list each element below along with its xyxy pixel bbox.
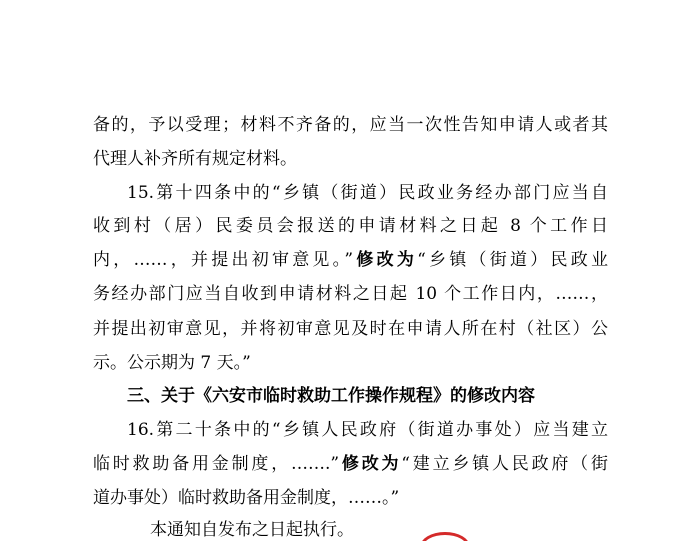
quoted-text: 临时救助备用金制度，…….” (93, 454, 340, 474)
paragraph-line (93, 453, 608, 475)
official-seal-edge (420, 532, 470, 541)
paragraph-line: 并提出初审意见，并将初审意见及时在申请人所在村（社区）公 (93, 319, 608, 339)
paragraph-line: 收到村（居）民委员会报送的申请材料之日起 8 个工作日 (93, 216, 608, 236)
paragraph-line (93, 249, 608, 271)
closing-statement: 本通知自发布之日起执行。 (150, 520, 354, 540)
paragraph-line: 示。公示期为 7 天。” (93, 353, 251, 373)
quoted-text: “建立乡镇人民政府（街 (401, 454, 608, 474)
quoted-text: 内，……，并提出初审意见。” (93, 250, 354, 270)
amendment-keyword: 修改为 (353, 250, 418, 270)
paragraph-line: 16.第二十条中的“乡镇人民政府（街道办事处）应当建立 (127, 420, 608, 440)
quoted-text: “乡镇（街道）民政业 (417, 250, 608, 270)
paragraph-line: 务经办部门应当自收到申请材料之日起 10 个工作日内，……， (93, 284, 608, 304)
amendment-keyword: 修改为 (339, 454, 402, 474)
paragraph-line: 15.第十四条中的“乡镇（街道）民政业务经办部门应当自 (127, 183, 608, 203)
paragraph-line: 道办事处）临时救助备用金制度，……。” (93, 488, 400, 508)
section-heading: 三、关于《六安市临时救助工作操作规程》的修改内容 (127, 386, 535, 406)
paragraph-line: 备的，予以受理；材料不齐备的，应当一次性告知申请人或者其 (93, 115, 608, 135)
paragraph-line: 代理人补齐所有规定材料。 (93, 149, 297, 169)
